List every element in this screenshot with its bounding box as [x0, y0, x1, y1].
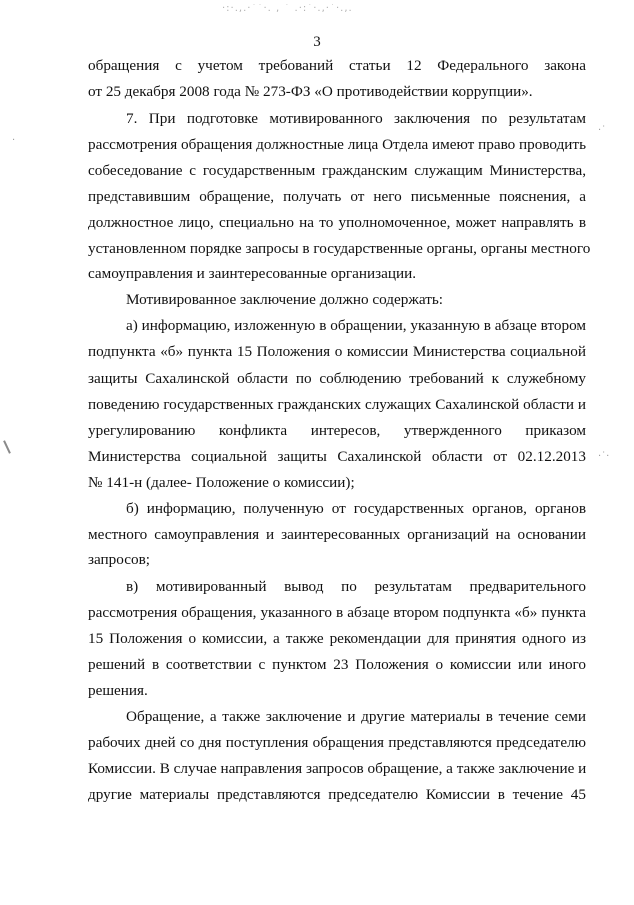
text-line: самоуправления и заинтересованные организации.: [88, 265, 417, 282]
text-line: рабочих дней со дня поступления обращения представляются председателю: [88, 734, 586, 751]
text-line: решения.: [88, 682, 148, 699]
text-line: установленном порядке запросы в государственные органы, органы местного: [88, 240, 591, 257]
text-line: другие материалы представляются председателю Комиссии в течение 45: [88, 786, 586, 803]
text-line: рассмотрения обращения должностные лица Отдела имеют право проводить: [88, 136, 586, 153]
scan-edge-tick-left: [3, 440, 11, 454]
text-line: решений в соответствии с пунктом 23 Положения о комиссии или иного: [88, 656, 586, 673]
text-line: Министерства социальной защиты Сахалинской области от 02.12.2013: [88, 448, 586, 465]
text-line: Обращение, а также заключение и другие материалы в течение семи: [126, 708, 586, 725]
scan-artifact-right-2: ·˙·: [598, 451, 610, 462]
text-line: от 25 декабря 2008 года № 273-ФЗ «О противодействии коррупции».: [88, 83, 533, 100]
text-line: урегулированию конфликта интересов, утвержденного приказом: [88, 422, 586, 439]
scan-artifact-right-1: ·˙: [598, 125, 607, 136]
text-line: Мотивированное заключение должно содержать:: [126, 291, 443, 308]
text-line: поведению государственных гражданских служащих Сахалинской области и: [88, 396, 586, 413]
text-line: № 141-н (далее- Положение о комиссии);: [88, 474, 355, 491]
text-line: должностное лицо, специально на то уполномоченное, может направлять в: [88, 214, 586, 231]
text-line: защиты Сахалинской области по соблюдению требований к служебному: [88, 370, 586, 387]
scan-artifact-top: ·:·.,.·˙˙·. , ˙ .·:˙·.,·˙·.,.: [222, 4, 353, 14]
text-line: запросов;: [88, 551, 150, 568]
page-number: 3: [313, 34, 321, 50]
text-line: подпункта «б» пункта 15 Положения о комиссии Министерства социальной: [88, 343, 586, 360]
text-line: местного самоуправления и заинтересованных организаций на основании: [88, 526, 586, 543]
text-line: обращения с учетом требований статьи 12 Федерального закона: [88, 57, 586, 74]
text-line: а) информацию, изложенную в обращении, указанную в абзаце втором: [126, 317, 586, 334]
text-line: б) информацию, полученную от государственных органов, органов: [126, 500, 586, 517]
text-line: Комиссии. В случае направления запросов обращение, а также заключение и: [88, 760, 587, 777]
text-line: 15 Положения о комиссии, а также рекомендации для принятия одного из: [88, 630, 586, 647]
scan-artifact-left-1: ·: [12, 135, 16, 146]
text-line: в) мотивированный вывод по результатам предварительного: [126, 578, 586, 595]
text-line: 7. При подготовке мотивированного заключения по результатам: [126, 110, 586, 127]
text-line: рассмотрения обращения, указанного в абзаце втором подпункта «б» пункта: [88, 604, 586, 621]
text-line: собеседование с государственным гражданским служащим Министерства,: [88, 162, 586, 179]
text-line: представившим обращение, получать от него письменные пояснения, а: [88, 188, 586, 205]
